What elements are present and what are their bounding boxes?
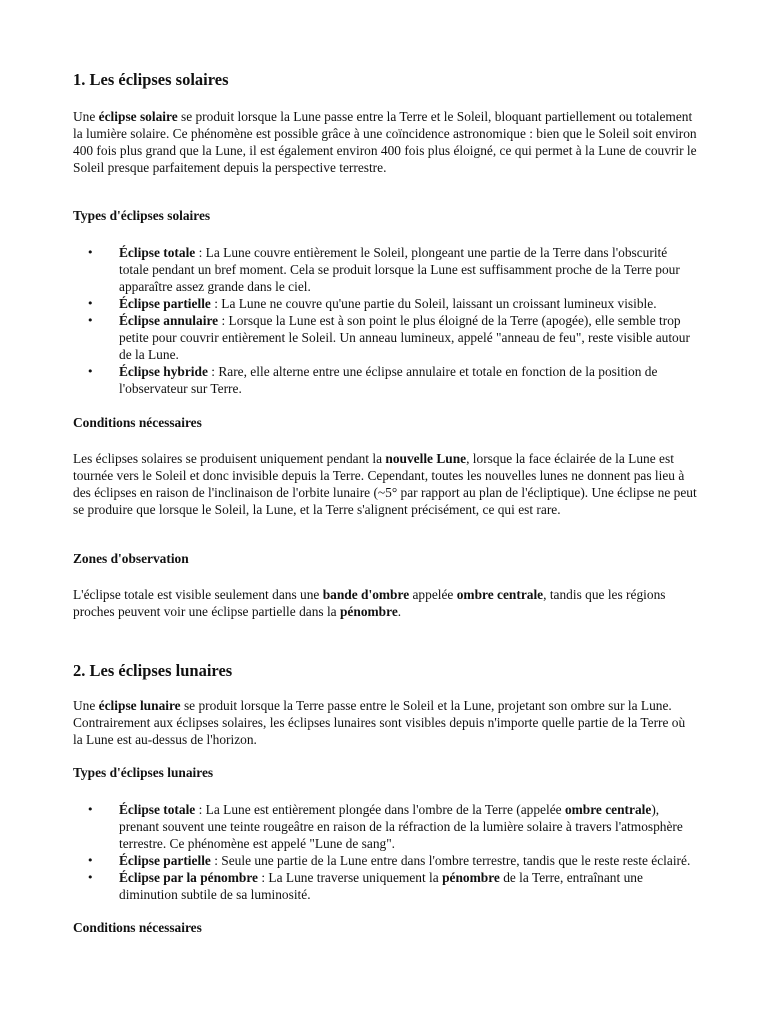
bullet-icon: • xyxy=(87,803,94,816)
solar-zones-paragraph-text-run: . xyxy=(397,604,402,619)
solar-conditions-paragraph-text-run: Les éclipses solaires se produisent uniquement pendant la xyxy=(73,451,386,466)
lunar-intro-paragraph-text-run: Une xyxy=(73,698,99,713)
solar-intro-paragraph-text-run: se produit lorsque la Lune passe entre la Terre et le Soleil, bloquant partiellement ou totalement la lumière solaire. Ce phénomène est possible grâce à une coïncidence astronomique : bien que le Soleil soit environ 400 fois plus grand que la Lune, il est également environ 400 fois plus éloigné, ce qui permet à la Lune de couvrir le Soleil presque parfaitement depuis la perspective terrestre. xyxy=(73,109,697,175)
list-item-text-run: : La Lune couvre entièrement le Soleil, plongeant une partie de la Terre dans l'obscurité totale pendant un bref moment. Cela se produit lorsque la Lune est suffisamment proche de la Terre pour apparaître assez grande dans le ciel. xyxy=(119,245,680,294)
solar-conditions-paragraph-text-run: , lorsque la face éclairée de la Lune est tournée vers le Soleil et donc invisible depuis la Terre. Cependant, toutes les nouvelles lunes ne donnent pas lieu à des éclipses en raison de l'inclinaison de l'orbite lunaire (~5° par rapport au plan de l'écliptique). Une éclipse ne peut se produire que lorsque le Soleil, la Lune, et la Terre s'alignent précisément, ce qui est rare. xyxy=(73,451,697,517)
list-item xyxy=(73,869,698,903)
solar-intro-paragraph xyxy=(73,108,698,176)
list-item-bold-term: pénombre xyxy=(442,870,500,885)
list-item xyxy=(73,801,698,852)
list-item-bold-term: Éclipse partielle xyxy=(119,296,211,311)
solar-intro-paragraph-bold-term: éclipse solaire xyxy=(98,109,178,124)
list-item-text-run: de la Terre, entraînant une diminution subtile de sa luminosité. xyxy=(119,870,643,902)
solar-intro-paragraph-text-run: Une xyxy=(73,109,99,124)
list-item-text-run: : La Lune traverse uniquement la xyxy=(258,870,443,885)
solar-zones-paragraph-bold-term: pénombre xyxy=(339,604,398,619)
solar-zones-heading: Zones d'observation xyxy=(73,551,189,566)
list-item-text-run: : La Lune ne couvre qu'une partie du Soleil, laissant un croissant lumineux visible. xyxy=(210,296,657,311)
list-item-text-run: ), prenant souvent une teinte rougeâtre en raison de la réfraction de la lumière solaire à travers l'atmosphère terrestre. Ce phénomène est appelé "Lune de sang". xyxy=(119,802,683,851)
lunar-intro-paragraph-text-run: se produit lorsque la Terre passe entre le Soleil et la Lune, projetant son ombre sur la Lune. Contrairement aux éclipses solaires, les éclipses lunaires sont visibles depuis n'importe quelle partie de la Terre où la Lune est au-dessus de l'horizon. xyxy=(73,698,686,747)
list-item xyxy=(73,244,698,295)
list-item-bold-term: ombre centrale xyxy=(564,802,652,817)
list-item-bold-term: Éclipse par la pénombre xyxy=(119,870,258,885)
lunar-types-heading: Types d'éclipses lunaires xyxy=(73,765,214,780)
list-item-bold-term: Éclipse totale xyxy=(119,802,196,817)
solar-zones-paragraph-bold-term: bande d'ombre xyxy=(322,587,410,602)
list-item-bold-term: Éclipse hybride xyxy=(119,364,208,379)
bullet-icon: • xyxy=(87,246,94,259)
section-title-lunar: 2. Les éclipses lunaires xyxy=(73,661,233,680)
bullet-icon: • xyxy=(87,854,94,867)
lunar-conditions-heading: Conditions nécessaires xyxy=(73,920,202,935)
solar-conditions-paragraph-bold-term: nouvelle Lune xyxy=(385,451,467,466)
list-item-bold-term: Éclipse annulaire xyxy=(119,313,219,328)
list-item-text-run: : La Lune est entièrement plongée dans l'ombre de la Terre (appelée xyxy=(195,802,565,817)
list-item xyxy=(73,852,698,869)
section-title-solar: 1. Les éclipses solaires xyxy=(73,70,229,89)
solar-conditions-paragraph xyxy=(73,450,698,518)
lunar-intro-paragraph-bold-term: éclipse lunaire xyxy=(98,698,181,713)
lunar-intro-paragraph xyxy=(73,697,698,748)
list-item-text-run: : Lorsque la Lune est à son point le plus éloigné de la Terre (apogée), elle semble trop petite pour couvrir entièrement le Soleil. Un anneau lumineux, appelé "anneau de feu", reste visible autour de la Lune. xyxy=(119,313,690,362)
solar-types-list xyxy=(73,244,698,397)
solar-zones-paragraph xyxy=(73,586,698,620)
bullet-icon: • xyxy=(87,297,94,310)
bullet-icon: • xyxy=(87,314,94,327)
bullet-icon: • xyxy=(87,871,94,884)
list-item-text-run: : Rare, elle alterne entre une éclipse annulaire et totale en fonction de la position de l'observateur sur Terre. xyxy=(119,364,658,396)
lunar-types-list xyxy=(73,801,698,903)
list-item xyxy=(73,312,698,363)
solar-zones-paragraph-bold-term: ombre centrale xyxy=(456,587,544,602)
solar-zones-paragraph-text-run: appelée xyxy=(409,587,457,602)
solar-conditions-heading: Conditions nécessaires xyxy=(73,415,202,430)
solar-zones-paragraph-text-run: L'éclipse totale est visible seulement dans une xyxy=(73,587,323,602)
list-item xyxy=(73,363,698,397)
list-item-bold-term: Éclipse totale xyxy=(119,245,196,260)
list-item-text-run: : Seule une partie de la Lune entre dans l'ombre terrestre, tandis que le reste reste éclairé. xyxy=(210,853,691,868)
solar-types-heading: Types d'éclipses solaires xyxy=(73,208,211,223)
bullet-icon: • xyxy=(87,365,94,378)
list-item xyxy=(73,295,698,312)
list-item-bold-term: Éclipse partielle xyxy=(119,853,211,868)
solar-zones-paragraph-text-run: , tandis que les régions proches peuvent voir une éclipse partielle dans la xyxy=(73,587,666,619)
